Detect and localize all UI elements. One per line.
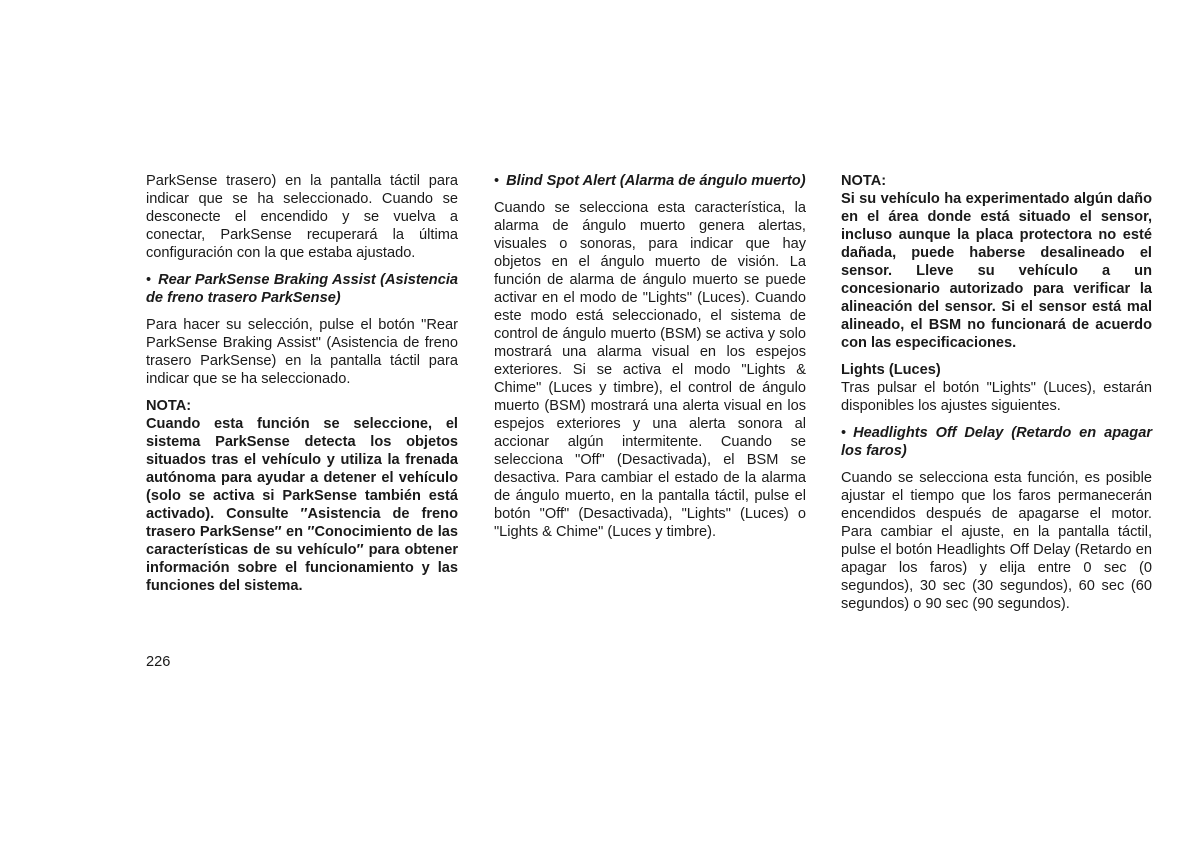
body-paragraph: Para hacer su selección, pulse el botón "Rear ParkSense Braking Assist" (Asistencia de freno trasero ParkSense) en la pantalla táctil para indicar que se ha seleccionado.	[146, 317, 458, 387]
heading-paragraph: Tras pulsar el botón "Lights" (Luces), estarán disponibles los ajustes siguientes.	[841, 380, 1152, 414]
bullet-title: Rear ParkSense Braking Assist (Asistencia de freno trasero ParkSense)	[146, 272, 458, 306]
bullet-rear-parksense-braking-assist	[146, 271, 458, 307]
column-3	[841, 172, 1152, 613]
note-text: Si su vehículo ha experimentado algún daño en el área donde está situado el sensor, incluso aunque la placa protectora no esté dañada, puede haberse desalineado el sensor. Lleve su vehículo a un concesionario autorizado para verificar la alineación del sensor. Si el sensor está mal alineado, el BSM no funcionará de acuerdo con las especificaciones.	[841, 191, 1152, 351]
column-2	[494, 172, 806, 541]
note-label: NOTA:	[146, 398, 192, 414]
bullet-headlights-off-delay	[841, 424, 1152, 460]
note-text: Cuando esta función se seleccione, el sistema ParkSense detecta los objetos situados tras el vehículo y utiliza la frenada autónoma para ayudar a detener el vehículo (solo se activa si ParkSense también está activado). Consulte ″Asistencia de freno trasero ParkSense″ en ″Conocimiento de las características de su vehículo″ para obtener información sobre el funcionamiento y las funciones del sistema.	[146, 416, 458, 594]
body-paragraph: Cuando se selecciona esta característica, la alarma de ángulo muerto genera alertas, visuales o sonoras, para indicar que hay objetos en el ángulo muerto de visión. La función de alarma de ángulo muerto se puede activar en el modo de "Lights" (Luces). Cuando este modo está seleccionado, el sistema de control de ángulo muerto (BSM) se activa y solo mostrará una alarma visual en los espejos exteriores. Si se activa el modo "Lights & Chime" (Luces y timbre), el control de ángulo muerto (BSM) mostrará una alerta visual en los espejos exteriores y una alerta sonora al accionar algún intermitente. Cuando se selecciona "Off" (Desactivada), el BSM se desactiva. Para cambiar el estado de la alarma de ángulo muerto, en la pantalla táctil, pulse el botón "Off" (Desactivada), "Lights" (Luces) o "Lights & Chime" (Luces y timbre).	[494, 200, 806, 540]
note-label: NOTA:	[841, 173, 887, 189]
bullet-title: Blind Spot Alert (Alarma de ángulo muerto)	[506, 173, 806, 189]
bullet-icon: •	[841, 425, 847, 441]
section-heading: Lights (Luces)	[841, 362, 941, 378]
bullet-icon: •	[146, 272, 152, 288]
bullet-icon: •	[494, 173, 500, 189]
page-number: 226	[146, 654, 171, 670]
column-1	[146, 172, 458, 595]
bullet-title: Headlights Off Delay (Retardo en apagar los faros)	[841, 425, 1152, 459]
body-paragraph: Cuando se selecciona esta función, es posible ajustar el tiempo que los faros permanecerán encendidos después de apagarse el motor. Para cambiar el ajuste, en la pantalla táctil, pulse el botón Headlights Off Delay (Retardo en apagar los faros) y elija entre 0 sec (0 segundos), 30 sec (30 segundos), 60 sec (60 segundos) o 90 sec (90 segundos).	[841, 470, 1152, 612]
intro-paragraph: ParkSense trasero) en la pantalla táctil para indicar que se ha seleccionado. Cuando se desconecte el encendido y se vuelva a conectar, ParkSense recuperará la última configuración con la que estaba ajustado.	[146, 173, 458, 261]
bullet-blind-spot-alert	[494, 172, 806, 190]
